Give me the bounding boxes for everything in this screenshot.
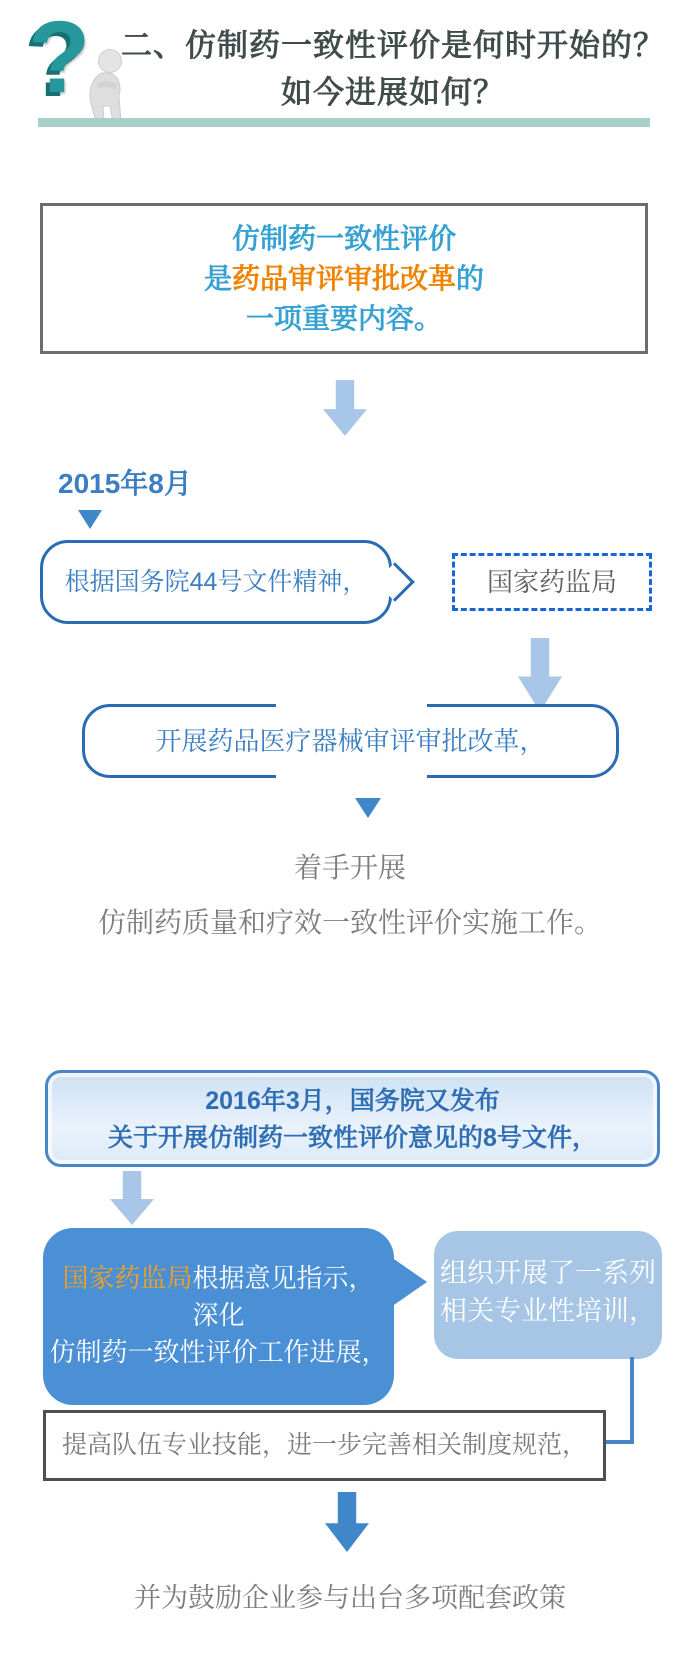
training-box — [434, 1231, 662, 1359]
agency-line1 — [43, 1260, 394, 1297]
notice-line1: 2016年3月，国务院又发布 — [205, 1087, 500, 1115]
small-down-triangle-icon — [355, 798, 381, 818]
agency-action-box — [43, 1228, 394, 1405]
title-underline-rule — [38, 118, 650, 127]
small-down-triangle-icon — [78, 510, 102, 529]
result-line2: 仿制药质量和疗效一致性评价实施工作。 — [97, 907, 602, 938]
agency-box-tail — [391, 1257, 427, 1307]
agency-dashed-box: 国家药监局 — [452, 553, 652, 611]
intro-line2-prefix: 是 — [203, 263, 232, 294]
agency-highlight: 国家药监局 — [62, 1263, 193, 1293]
agency-line3: 仿制药一致性评价工作进展， — [49, 1337, 388, 1367]
agency-rest: 根据意见指示， — [192, 1263, 375, 1293]
intro-line3: 一项重要内容。 — [245, 303, 442, 334]
date-2015-label: 2015年8月 — [58, 468, 192, 499]
action-box-border-gap-bottom — [276, 772, 427, 780]
notice-line2: 关于开展仿制药一致性评价意见的8号文件， — [108, 1124, 597, 1152]
elbow-connector-horizontal — [606, 1440, 634, 1444]
improvement-box: 提高队伍专业技能，进一步完善相关制度规范， — [43, 1410, 606, 1481]
footer-policy-text: 并为鼓励企业参与出台多项配套政策 — [134, 1583, 566, 1613]
result-text-2015 — [0, 840, 700, 950]
intro-line2-highlight: 药品审评审批改革 — [231, 263, 456, 294]
agency-line2: 深化 — [192, 1300, 245, 1330]
down-arrow-icon — [110, 1171, 154, 1225]
intro-line2 — [43, 259, 645, 299]
action-box-border-gap-top — [276, 702, 427, 710]
page-title — [115, 22, 671, 116]
down-arrow-icon — [518, 638, 562, 712]
training-line2: 相关专业性培训， — [440, 1296, 656, 1326]
page-title-line1: 二、仿制药一致性评价是何时开始的？ — [121, 28, 665, 63]
page-title-line2: 如今进展如何？ — [281, 75, 505, 110]
result-line1: 着手开展 — [293, 852, 406, 883]
intro-line2-suffix: 的 — [456, 263, 485, 294]
training-line1: 组织开展了一系列 — [440, 1258, 656, 1288]
intro-line1: 仿制药一致性评价 — [231, 223, 456, 254]
notice-2016-box — [45, 1070, 660, 1167]
question-mark-glyph: ? — [28, 0, 91, 114]
intro-statement-box — [40, 203, 648, 354]
speech-bubble-2015: 根据国务院44号文件精神， — [40, 540, 392, 624]
elbow-connector-vertical — [630, 1357, 634, 1444]
down-arrow-icon — [323, 380, 367, 436]
reform-action-box: 开展药品医疗器械审评审批改革， — [82, 704, 619, 778]
down-arrow-icon — [325, 1492, 369, 1552]
